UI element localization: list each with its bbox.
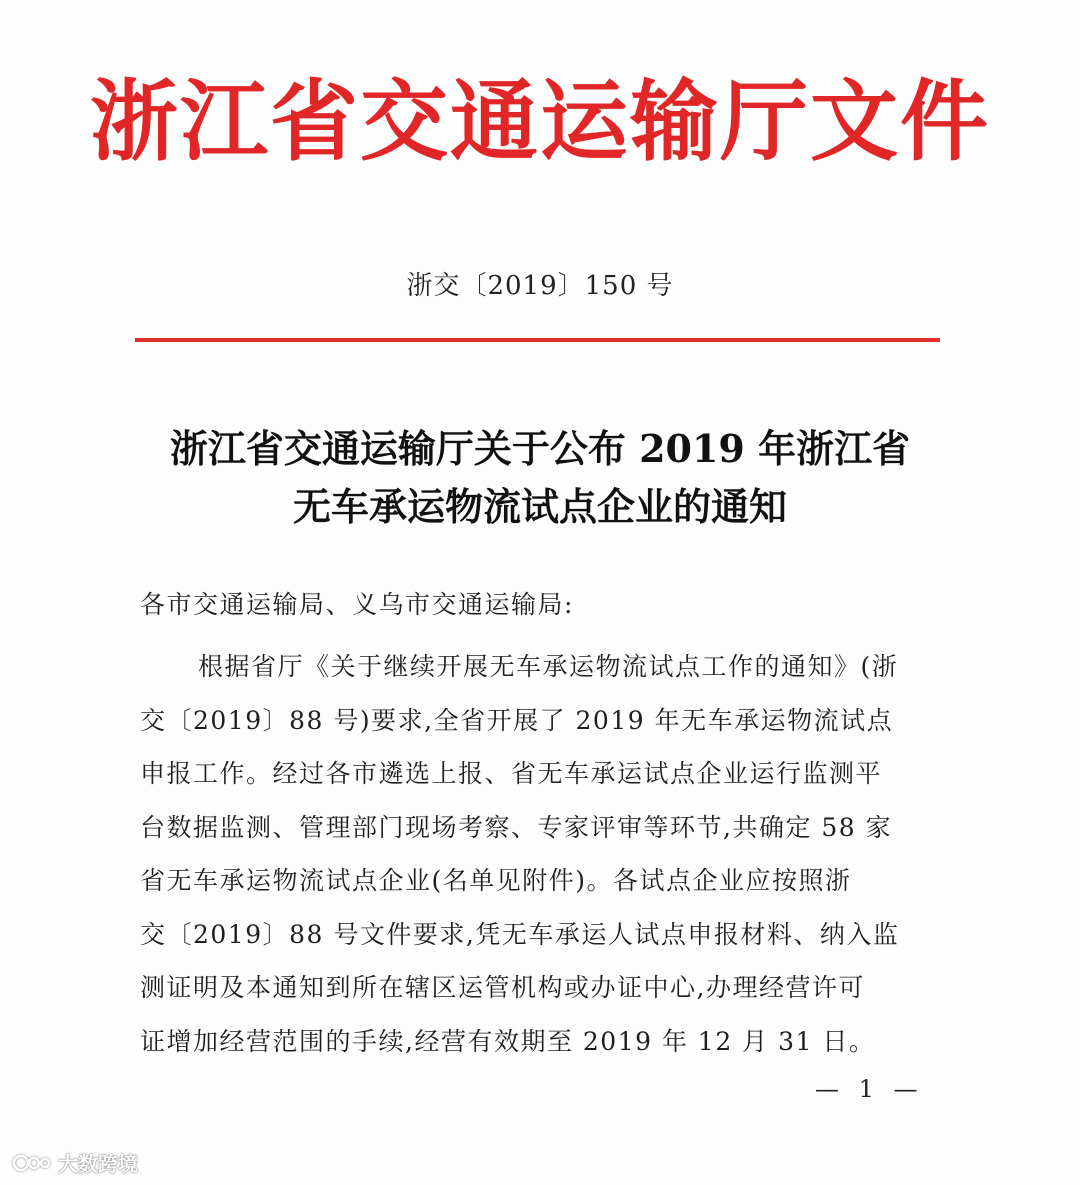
body-line: 申报工作。经过各市遴选上报、省无车承运试点企业运行监测平	[140, 759, 883, 788]
body-line: 测证明及本通知到所在辖区运管机构或办证中心,办理经营许可	[140, 973, 865, 1002]
document-number: 浙交〔2019〕150 号	[406, 271, 674, 301]
notice-title	[0, 420, 1080, 536]
body-line: 证增加经营范围的手续,经营有效期至 2019 年 12 月 31 日。	[140, 1026, 876, 1056]
body-line: 省无车承运物流试点企业(名单见附件)。各试点企业应按照浙	[140, 866, 852, 895]
watermark-text: 大数跨境	[58, 1152, 138, 1176]
salutation: 各市交通运输局、义乌市交通运输局:	[140, 590, 574, 619]
body-line: 交〔2019〕88 号)要求,全省开展了 2019 年无车承运物流试点	[140, 705, 894, 735]
notice-title-line: 浙江省交通运输厅关于公布 2019 年浙江省	[169, 426, 911, 471]
red-divider	[135, 338, 940, 342]
body-line: 根据省厅《关于继续开展无车承运物流试点工作的通知》(浙	[198, 652, 899, 681]
watermark	[12, 1148, 138, 1177]
notice-title-line: 无车承运物流试点企业的通知	[292, 484, 787, 529]
body-text	[140, 640, 950, 1068]
logo-icon	[12, 1151, 52, 1175]
issuer-title: 浙江省交通运输厅文件	[89, 70, 990, 173]
body-line: 台数据监测、管理部门现场考察、专家评审等环节,共确定 58 家	[140, 812, 893, 842]
page-number: — 1 —	[815, 1075, 924, 1103]
body-line: 交〔2019〕88 号文件要求,凭无车承运人试点申报材料、纳入监	[140, 919, 900, 949]
